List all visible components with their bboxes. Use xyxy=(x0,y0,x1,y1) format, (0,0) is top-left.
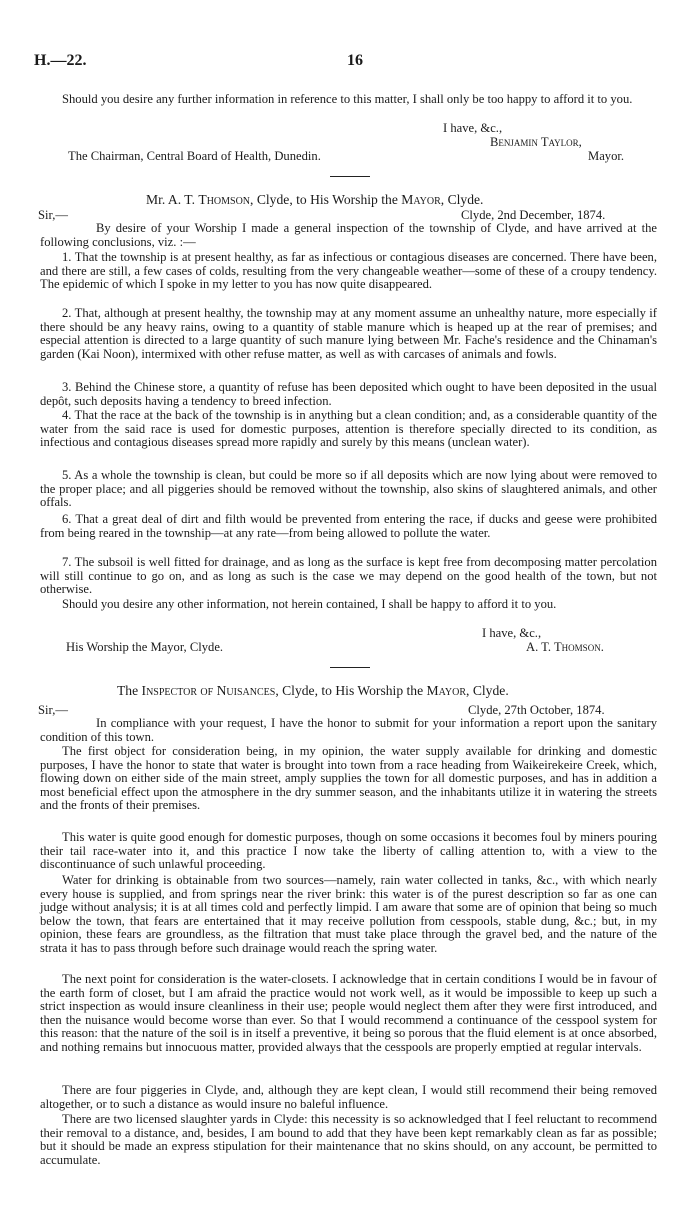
letter3-heading xyxy=(117,683,509,699)
letter2-date: Clyde, 2nd December, 1874. xyxy=(461,208,606,222)
letter3-paragraph: There are two licensed slaughter yards in Clyde: this necessity is so acknowledged that I feel reluctant to recommend their removal to a distance, and, besides, I am bound to add that they have been kept remarkably clean as far as possible; but it should be made an express stipulation for their maintenance that no skins should, on any account, be permitted to accumulate. xyxy=(40,1112,657,1167)
letter3-salutation: Sir,— xyxy=(38,703,68,717)
letter3-paragraph: This water is quite good enough for domestic purposes, though on some occasions it becomes foul by miners pouring their tail race-water into it, and this practice I now take the liberty of calling attention to, with a view to the discontinuance of such unlawful proceeding. xyxy=(40,830,657,872)
letter2-salutation: Sir,— xyxy=(38,208,68,222)
section-divider xyxy=(330,176,370,177)
document-reference: H.—22. xyxy=(34,52,87,69)
letter1-body: Should you desire any further information in reference to this matter, I shall only be too happy to afford it to you. xyxy=(62,92,633,106)
letter3-paragraph: The next point for consideration is the water-closets. I acknowledge that in certain conditions I would be in favour of the earth form of closet, but I am afraid the practice would not work well, as it would be impossible to keep up such a strict inspection as would insure cleanliness in their use; people would neglect them after they were first introduced, and then the nuisance would become worse than ever. So that I would recommend a continuance of the cesspool system for this reason: that the nature of the soil is in itself a preventive, it being so porous that the fluid element is at once absorbed, and nothing remains but innocuous matter, provided always that the cesspools are properly emptied at regular intervals. xyxy=(40,972,657,1054)
letter2-closing: I have, &c., xyxy=(482,626,542,640)
letter2-paragraph: 4. That the race at the back of the township is in anything but a clean condition; and, as a considerable quantity of the water from the said race is used for domestic purposes, attention is therefore specially directed to its condition, as infectious and contagious diseases spread more rapidly and surely by this means (unclean water). xyxy=(40,408,657,450)
letter3-heading-mid: , Clyde, to His Worship the xyxy=(275,683,424,698)
section-divider xyxy=(330,667,370,668)
letter3-paragraph: Water for drinking is obtainable from two sources—namely, rain water collected in tanks, &c., with which nearly every house is supplied, and from springs near the river brink: this water is of the purest description so far as one can judge without analysis; it is at all times cold and perfectly limpid. I am aware that some are of opinion that being so much below the town, that fears are entertained that it may receive pollution from cesspools, stable dung, &c.; but, in my opinion, these fears are groundless, as the filtration that must take place through the gravel bed, and the nature of the strata it has to pass through before such drainage would reach the spring water. xyxy=(40,873,657,955)
letter2-heading-mid: , Clyde, to His Worship the xyxy=(250,192,398,207)
letter3-heading-name: Inspector of Nuisances xyxy=(141,683,276,698)
letter3-paragraph: The first object for consideration being, in my opinion, the water supply available for drinking and domestic purposes, I have the honor to state that water is brought into town from a race heading from Waikeirekeire Creek, which, flowing down on either side of the main street, amply supplies the town for all domestic purposes, and has in addition a most beneficial effect upon the atmosphere in the dry summer season, and the inhabitants utilize it in watering the streets and the fronts of their premises. xyxy=(40,744,657,813)
letter3-heading-prefix: The xyxy=(117,683,139,698)
letter2-signature: A. T. Thomson. xyxy=(526,640,604,654)
letter3-heading-suffix: , Clyde. xyxy=(466,683,509,698)
page-number: 16 xyxy=(347,52,363,69)
letter2-paragraph: Should you desire any other information, not herein contained, I shall be happy to afford it to you. xyxy=(62,597,557,611)
letter2-heading-mayor: Mayor xyxy=(401,192,441,207)
letter1-signature: Benjamin Taylor, xyxy=(490,135,582,149)
letter2-heading-prefix: Mr. A. T. xyxy=(146,192,195,207)
letter2-paragraph: 3. Behind the Chinese store, a quantity of refuse has been deposited which ought to have been deposited in the usual depôt, such deposits having a tendency to breed infection. xyxy=(40,380,657,408)
letter3-paragraph: In compliance with your request, I have the honor to submit for your information a report upon the sanitary condition of this town. xyxy=(40,716,657,744)
letter2-paragraph: 7. The subsoil is well fitted for drainage, and as long as the surface is kept free from decomposing matter percolation will still continue to go on, and as long as such is the case we may depend on the good health of the town, but not otherwise. xyxy=(40,555,657,597)
letter3-paragraph: There are four piggeries in Clyde, and, although they are kept clean, I would still recommend their being removed altogether, or to such a distance as would insure no baleful influence. xyxy=(40,1083,657,1111)
letter2-heading-name: Thomson xyxy=(198,192,251,207)
letter2-paragraph: 6. That a great deal of dirt and filth would be prevented from entering the race, if ducks and geese were prohibited from being reared in the township—at any rate—from being allowed to pollute the water. xyxy=(40,512,657,540)
letter1-addressee: The Chairman, Central Board of Health, Dunedin. xyxy=(68,149,321,163)
letter2-paragraph: By desire of your Worship I made a general inspection of the township of Clyde, and have arrived at the following conclusions, viz. :— xyxy=(40,221,657,249)
letter1-signature-title: Mayor. xyxy=(588,149,625,163)
letter2-addressee: His Worship the Mayor, Clyde. xyxy=(66,640,224,654)
letter2-paragraph: 5. As a whole the township is clean, but could be more so if all deposits which are now lying about were removed to the proper place; and all piggeries should be removed without the township, also skins of slaughtered animals, and other offals. xyxy=(40,468,657,510)
letter2-paragraph: 1. That the township is at present healthy, as far as infectious or contagious diseases are concerned. There have been, and there are still, a few cases of colds, resulting from the very changeable weather—some of these of a croupy tendency. The epidemic of which I spoke in my letter to you has now quite disappeared. xyxy=(40,250,657,292)
letter3-heading-mayor: Mayor xyxy=(426,683,467,698)
letter2-heading xyxy=(146,192,483,208)
letter3-date: Clyde, 27th October, 1874. xyxy=(468,703,605,717)
letter1-closing: I have, &c., xyxy=(443,121,503,135)
letter2-paragraph: 2. That, although at present healthy, the township may at any moment assume an unhealthy nature, more especially if there should be any heavy rains, owing to a quantity of stable manure which is heaped up at the rear of premises; and especial attention is directed to a large quantity of such manure lying between Mr. Fache's residence and the Chinaman's garden (Kai Noon), intermixed with other refuse matter, as well as with carcases of animals and fowls. xyxy=(40,306,657,361)
letter2-heading-suffix: , Clyde. xyxy=(440,192,484,207)
